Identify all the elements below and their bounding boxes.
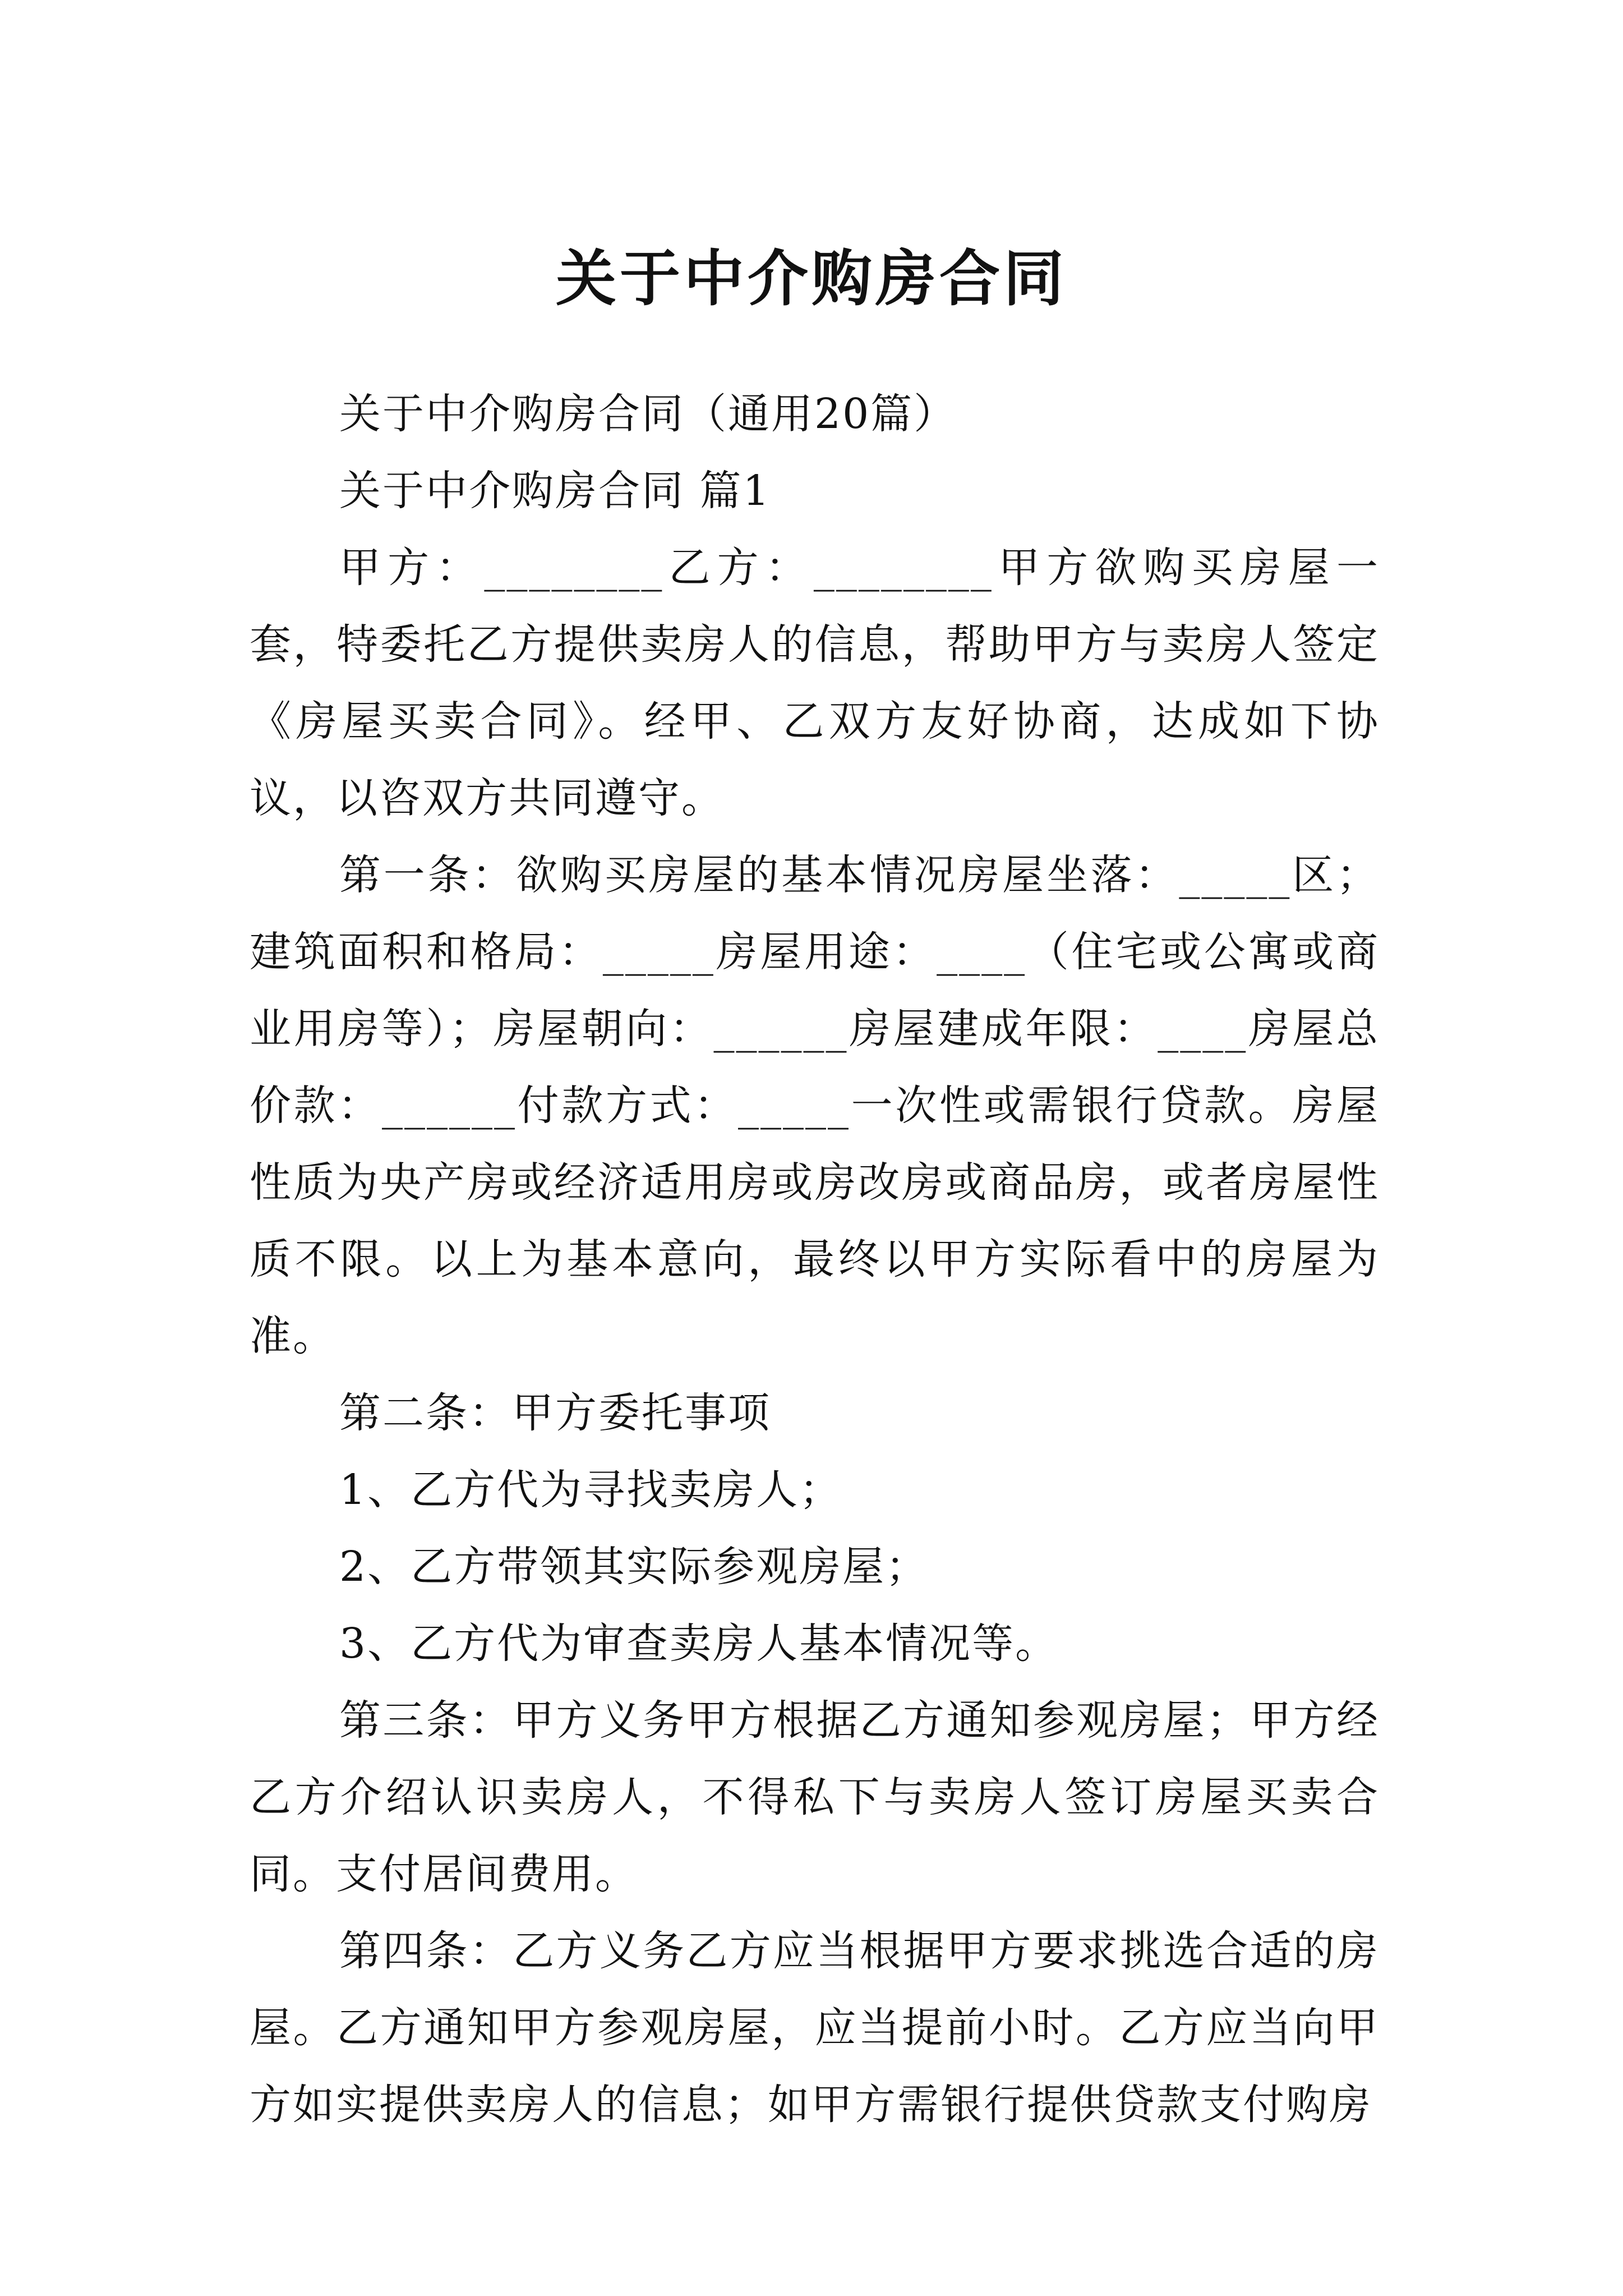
paragraph-item-3: 3、乙方代为审查卖房人基本情况等。 — [339, 1619, 1059, 1668]
paragraph-section-heading: 关于中介购房合同 篇1 — [339, 467, 771, 515]
document-title: 关于中介购房合同 — [555, 243, 1067, 315]
paragraph-article-2: 第二条：甲方委托事项 — [339, 1389, 771, 1437]
paragraph-subtitle: 关于中介购房合同（通用20篇） — [339, 390, 957, 438]
paragraph-article-1: 第一条：欲购买房屋的基本情况房屋坐落：_____区；建筑面积和格局：_____房屋用途：____（住宅或公寓或商业用房等）；房屋朝向：______房屋建成年限：____房屋总价款：______付款方式：_____一次性或需银行贷款。房屋性质为央产房或经济适用房或房改房或商品房，或者房屋性质不限。以上为基本意向，最终以甲方实际看中的房屋为准。 — [250, 851, 1380, 1360]
paragraph-article-4: 第四条：乙方义务乙方应当根据甲方要求挑选合适的房屋。乙方通知甲方参观房屋，应当提前小时。乙方应当向甲方如实提供卖房人的信息；如甲方需银行提供贷款支付购房 — [250, 1927, 1380, 2129]
document-body — [250, 376, 1380, 2143]
paragraph-item-2: 2、乙方带领其实际参观房屋； — [339, 1543, 929, 1591]
paragraph-item-1: 1、乙方代为寻找卖房人； — [339, 1466, 843, 1514]
paragraph-article-3: 第三条：甲方义务甲方根据乙方通知参观房屋；甲方经乙方介绍认识卖房人，不得私下与卖房人签订房屋买卖合同。支付居间费用。 — [250, 1696, 1380, 1898]
paragraph-parties: 甲方：________乙方：________甲方欲购买房屋一套，特委托乙方提供卖房人的信息，帮助甲方与卖房人签定《房屋买卖合同》。经甲、乙双方友好协商，达成如下协议，以咨双方共同遵守。 — [250, 544, 1380, 822]
